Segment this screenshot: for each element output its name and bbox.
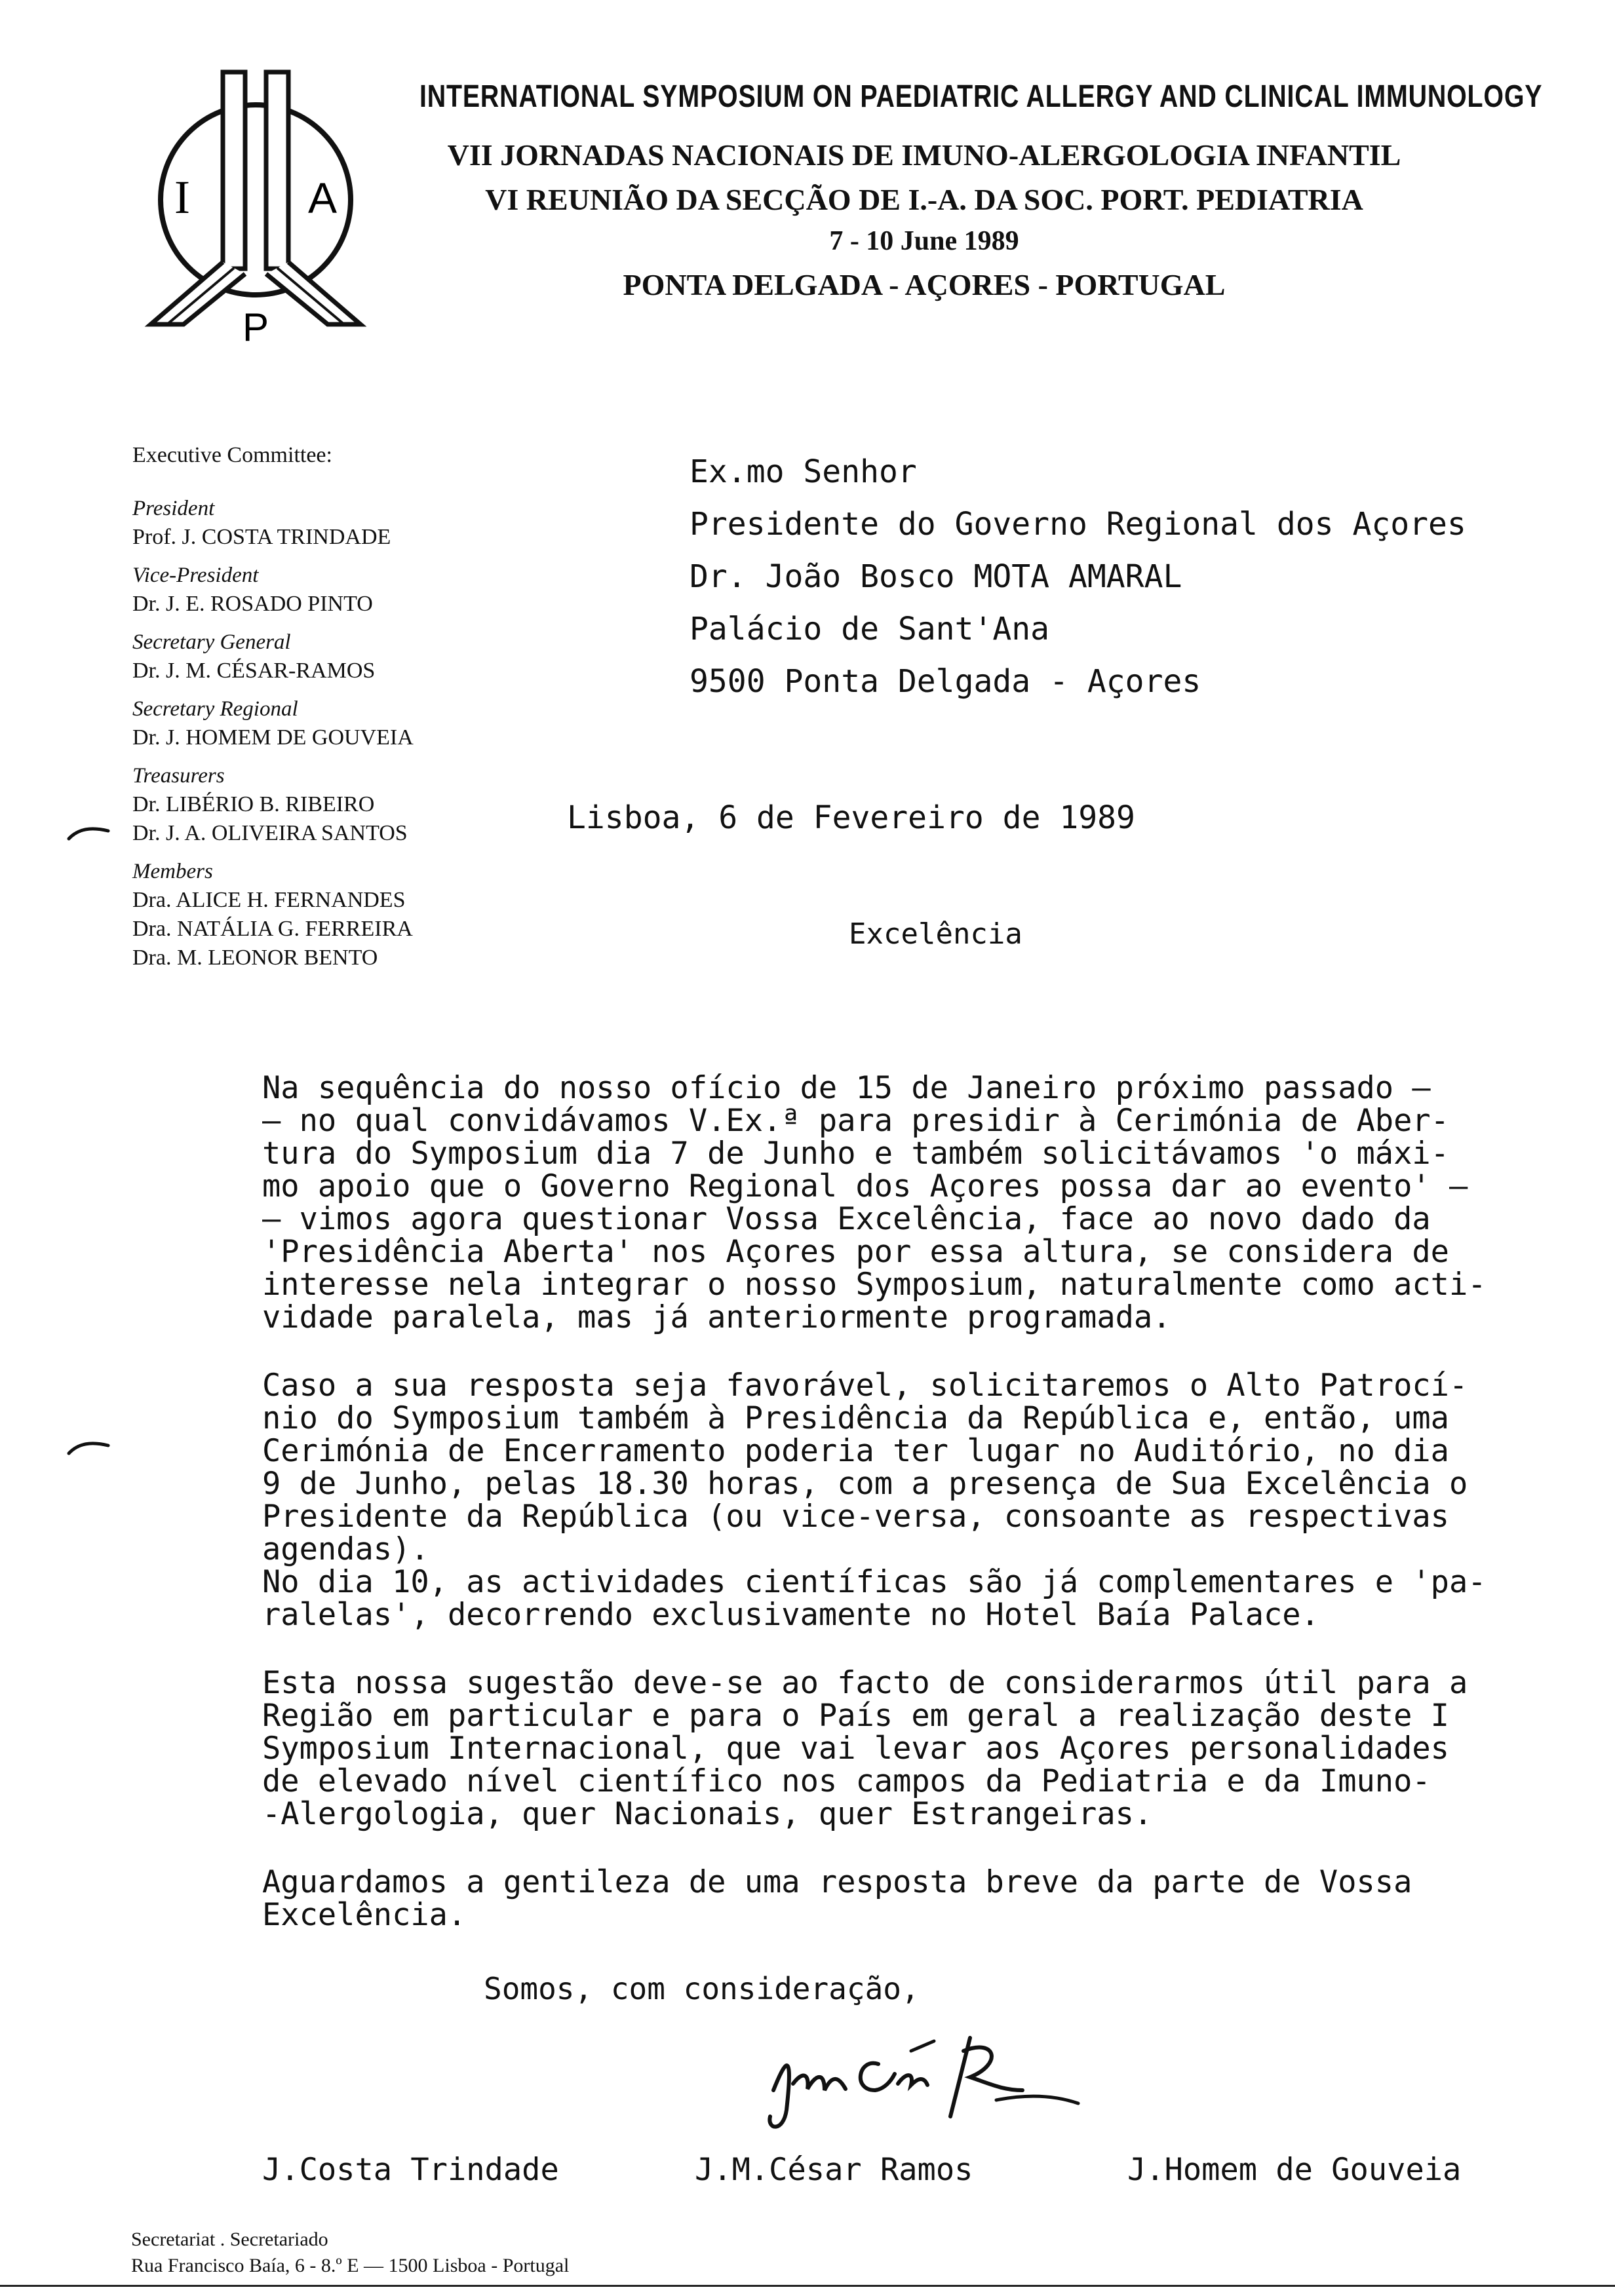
header-location: PONTA DELGADA - AÇORES - PORTUGAL	[623, 268, 1226, 301]
committee-group	[132, 761, 499, 848]
symposium-logo	[131, 66, 380, 347]
committee-name: Dr. J. M. CÉSAR-RAMOS	[132, 659, 376, 683]
committee-heading: Executive Committee:	[132, 443, 332, 467]
footer-label: Secretariat . Secretariado	[131, 2229, 328, 2250]
header-dates: 7 - 10 June 1989	[829, 226, 1019, 256]
header-line-jornadas: VII JORNADAS NACIONAIS DE IMUNO-ALERGOLOGIA INFANTIL	[447, 138, 1401, 172]
committee-name: Dr. J. A. OLIVEIRA SANTOS	[132, 821, 408, 845]
closing-line: Somos, com consideração,	[484, 1971, 920, 2006]
committee-name: Dr. J. E. ROSADO PINTO	[132, 592, 373, 616]
logo-letter-p: P	[242, 305, 269, 347]
addressee-line: Dr. João Bosco MOTA AMARAL	[690, 558, 1182, 595]
committee-name: Dra. NATÁLIA G. FERREIRA	[132, 917, 413, 941]
logo-letter-i: I	[174, 171, 190, 223]
committee-group	[132, 628, 499, 685]
committee-group	[132, 494, 499, 552]
letter-body	[262, 1072, 1599, 1967]
secretariat-footer	[131, 2227, 569, 2279]
body-paragraph: Caso a sua resposta seja favorável, solicitaremos o Alto Patrocí- nio do Symposium também à Presidência da República e, então, uma Cerimónia de Encerramento poderia ter lugar no Auditório, no dia 9 de Junho, pelas 18.30 horas, com a presença de Sua Excelência o Presidente da República (ou vice-versa, consoante as respectivas agendas). No dia 10, as actividades científicas são já complementares e 'pa- ralelas', decorrendo exclusivamente no Hotel Baía Palace.	[262, 1368, 1487, 1633]
letter-date: Lisboa, 6 de Fevereiro de 1989	[567, 799, 1135, 836]
logo-letter-a: A	[307, 174, 338, 222]
margin-mark	[66, 1439, 111, 1456]
committee-role: Secretary Regional	[132, 697, 298, 721]
margin-mark	[66, 824, 111, 841]
addressee-line: 9500 Ponta Delgada - Açores	[690, 663, 1201, 700]
committee-name: Dra. M. LEONOR BENTO	[132, 946, 378, 970]
handwritten-signature	[747, 2012, 1088, 2136]
signer-name: J.Homem de Gouveia	[1127, 2152, 1462, 2188]
addressee-line: Ex.mo Senhor	[690, 453, 917, 490]
committee-role: Treasurers	[132, 764, 225, 788]
executive-committee	[132, 443, 499, 982]
signer-name: J.M.César Ramos	[695, 2152, 973, 2188]
committee-role: President	[132, 497, 215, 520]
committee-role: Vice-President	[132, 564, 259, 587]
committee-name: Dr. LIBÉRIO B. RIBEIRO	[132, 792, 375, 816]
addressee-line: Palácio de Sant'Ana	[690, 611, 1050, 647]
footer-address: Rua Francisco Baía, 6 - 8.º E — 1500 Lisboa - Portugal	[131, 2255, 570, 2276]
header-line-reuniao: VI REUNIÃO DA SECÇÃO DE I.-A. DA SOC. PORT. PEDIATRIA	[485, 183, 1363, 216]
body-paragraph: Na sequência do nosso ofício de 15 de Janeiro próximo passado — — no qual convidávamos V.Ex.ª para presidir à Cerimónia de Aber- tura do Symposium dia 7 de Junho e também solicitávamos 'o máxi- mo apoio que o Governo Regional dos Açores possa dar ao evento' — — vimos agora questionar Vossa Excelência, face ao novo dado da 'Presidência Aberta' nos Açores por essa altura, se considera de interesse nela integrar o nosso Symposium, naturalmente como acti- vidade paralela, mas já anteriormente programada.	[262, 1070, 1487, 1335]
signer-name: J.Costa Trindade	[262, 2152, 559, 2188]
body-paragraph: Esta nossa sugestão deve-se ao facto de considerarmos útil para a Região em particular e para o País em geral a realização deste I Symposium Internacional, que vai levar aos Açores personalidades de elevado nível científico nos campos da Pediatria e da Imuno- -Alergologia, quer Nacionais, quer Estrangeiras.	[262, 1665, 1468, 1832]
salutation: Excelência	[849, 917, 1022, 951]
committee-name: Prof. J. COSTA TRINDADE	[132, 525, 391, 549]
committee-group	[132, 561, 499, 619]
addressee-line: Presidente do Governo Regional dos Açores	[690, 506, 1466, 543]
footer-rule	[0, 2285, 1615, 2287]
committee-name: Dr. J. HOMEM DE GOUVEIA	[132, 725, 414, 750]
symposium-title: INTERNATIONAL SYMPOSIUM ON PAEDIATRIC ALLERGY AND CLINICAL IMMUNOLOGY	[419, 79, 1543, 114]
addressee-block	[690, 446, 1466, 708]
committee-name: Dra. ALICE H. FERNANDES	[132, 888, 406, 912]
committee-group	[132, 857, 499, 972]
body-paragraph: Aguardamos a gentileza de uma resposta breve da parte de Vossa Excelência.	[262, 1864, 1412, 1933]
committee-group	[132, 695, 499, 752]
committee-role: Secretary General	[132, 630, 291, 654]
committee-role: Members	[132, 860, 213, 883]
